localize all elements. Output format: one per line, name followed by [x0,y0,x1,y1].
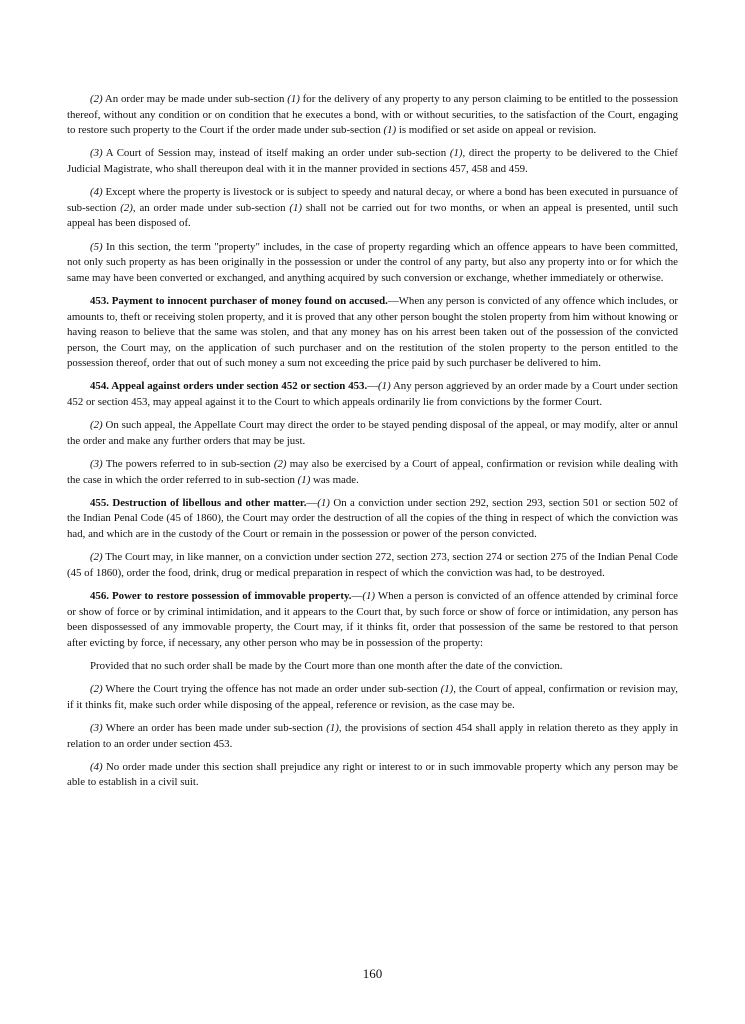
paragraph-text: is modified or set aside on appeal or revision. [396,124,597,137]
paragraph-text: In this section, the term "property" includes, in the case of property regarding which an offence appears to have been committed, not only such property as has been originally in the possession or under the control of any party, but also any property into or for which the same may have been converted or exchanged, and anything acquired by such conversion or exchange, whether immediately or otherwise. [67,240,678,284]
paragraph-text: When a person is convicted of an offence attended by criminal force or show of force or by criminal intimidation, and it appears to the Court that, by such force or show of force or intimidation, any person has been dispossessed of any immovable property, the Court may, if it thinks fit, order that possession of the same be restored to that person after evicting by force, if necessary, any other person who may be in possession of the property: [67,589,678,649]
section-paragraph [67,294,678,372]
subsection-reference: (2) [273,458,287,471]
subsection-number: (4) [90,760,103,773]
paragraph-text: —When any person is convicted of any offence which includes, or amounts to, theft or receiving stolen property, and it is proved that any other person bought the stolen property from him without knowing or having reason to believe that the same was stolen, and that any money has on his arrest been taken out of the possession of the convicted person, the Court may, on the application of such purchaser and on the restitution of the stolen property to the person entitled to the possession thereof, order that out of such money a sum not exceeding the price paid by such purchaser be delivered to him. [67,294,678,370]
paragraph-text: , the Court of appeal, confirmation or revision may, if it thinks fit, make such order while disposing of the appeal, reference or revision, as the case may be. [67,683,678,711]
section-paragraph [67,589,678,651]
section-heading: 454. Appeal against orders under section 452 or section 453. [90,380,368,393]
subsection-reference: (1) [383,124,397,137]
subsection-reference: (1) [440,683,454,696]
subsection-reference: (1) [297,473,311,486]
subsection-number: (3) [90,721,103,734]
paragraph-text: Provided that no such order shall be made by the Court more than one month after the date of the conviction. [90,659,563,672]
subsection-number: (3) [90,147,103,160]
paragraph-text: No order made under this section shall prejudice any right or interest to or in such immovable property which any person may be able to establish in a civil suit. [67,760,678,789]
paragraph-text: An order may be made under sub-section [102,93,288,105]
paragraph-text: may also be exercised by a Court of appeal, confirmation or revision while dealing with the case in which the order referred to in sub-section [67,458,678,486]
page-number: 160 [362,966,383,981]
paragraph-text: Where the Court trying the offence has not made an order under sub-section [102,683,441,696]
subsection-paragraph [67,550,678,581]
subsection-paragraph [67,760,678,791]
section-heading: 456. Power to restore possession of immovable property. [90,589,352,602]
paragraph-text: shall not be carried out for two months, or when an appeal is presented, until such appeal has been disposed of. [67,201,678,230]
paragraph-text: for the delivery of any property to any person claiming to be entitled to the possession thereof, without any condition or on condition that he executes a bond, with or without securities, to the satisfaction of the Court, engaging to restore such property to the Court if the order made under sub-section [67,93,678,137]
subsection-reference: (2) [120,201,133,214]
subsection-number: (2) [90,93,103,105]
paragraph-text: Except where the property is livestock or is subject to speedy and natural decay, or where a bond has been executed in pursuance of sub-section [67,186,678,214]
document-body [67,92,678,798]
subsection-reference: (1) [378,380,391,393]
paragraph-text: — [306,496,318,509]
paragraph-text: The Court may, in like manner, on a conviction under section 272, section 273, section 274 or section 275 of the Indian Penal Code (45 of 1860), order the food, drink, drug or medical preparation in respect of which the conviction was had, to be destroyed. [67,551,678,579]
subsection-number: (4) [90,186,103,199]
paragraph-text: , the provisions of section 454 shall apply in relation thereto as they apply in relation to an order under section 453. [67,721,678,750]
subsection-paragraph [67,240,678,287]
subsection-paragraph [67,721,678,752]
subsection-reference: (1) [326,721,339,734]
subsection-paragraph [67,146,678,177]
paragraph-text: A Court of Session may, instead of itself making an order under sub-section [102,147,450,160]
paragraph-text: On a conviction under section 292, section 293, section 501 or section 502 of the Indian Penal Code (45 of 1860), the Court may order the destruction of all the copies of the thing in respect of which the conviction was had, and which are in the custody of the Court or remain in the possession or power of the person convicted. [67,496,678,540]
subsection-paragraph [67,682,678,713]
section-paragraph [67,496,678,543]
subsection-reference: (1) [289,201,303,214]
subsection-paragraph [67,418,678,449]
section-heading: 453. Payment to innocent purchaser of money found on accused. [90,294,388,307]
paragraph-text: , direct the property to be delivered to the Chief Judicial Magistrate, who shall thereupon deal with it in the manner provided in sections 457, 458 and 459. [67,147,678,175]
paragraph-text: — [367,380,379,393]
paragraph-text: Any person aggrieved by an order made by a Court under section 452 or section 453, may appeal against it to the Court to which appeals ordinarily lie from convictions by the former Court. [67,380,678,409]
subsection-reference: (1) [449,147,463,160]
subsection-paragraph [67,92,678,139]
paragraph-text: , an order made under sub-section [132,201,290,214]
paragraph-text: — [351,589,363,602]
proviso-paragraph [67,659,678,675]
subsection-reference: (1) [287,93,300,105]
paragraph-text: Where an order has been made under sub-section [102,721,327,734]
subsection-number: (2) [90,419,103,432]
subsection-number: (3) [90,458,103,471]
subsection-number: (2) [90,683,103,696]
paragraph-text: The powers referred to in sub-section [102,458,274,471]
subsection-reference: (1) [362,589,376,602]
subsection-paragraph [67,457,678,488]
subsection-number: (5) [90,240,103,253]
section-heading: 455. Destruction of libellous and other matter. [90,496,307,509]
paragraph-text: was made. [310,473,359,486]
section-paragraph [67,379,678,410]
subsection-reference: (1) [317,496,330,509]
paragraph-text: On such appeal, the Appellate Court may direct the order to be stayed pending disposal of the appeal, or may modify, alter or annul the order and make any further orders that may be just. [67,419,678,447]
subsection-paragraph [67,185,678,232]
subsection-number: (2) [90,551,103,564]
